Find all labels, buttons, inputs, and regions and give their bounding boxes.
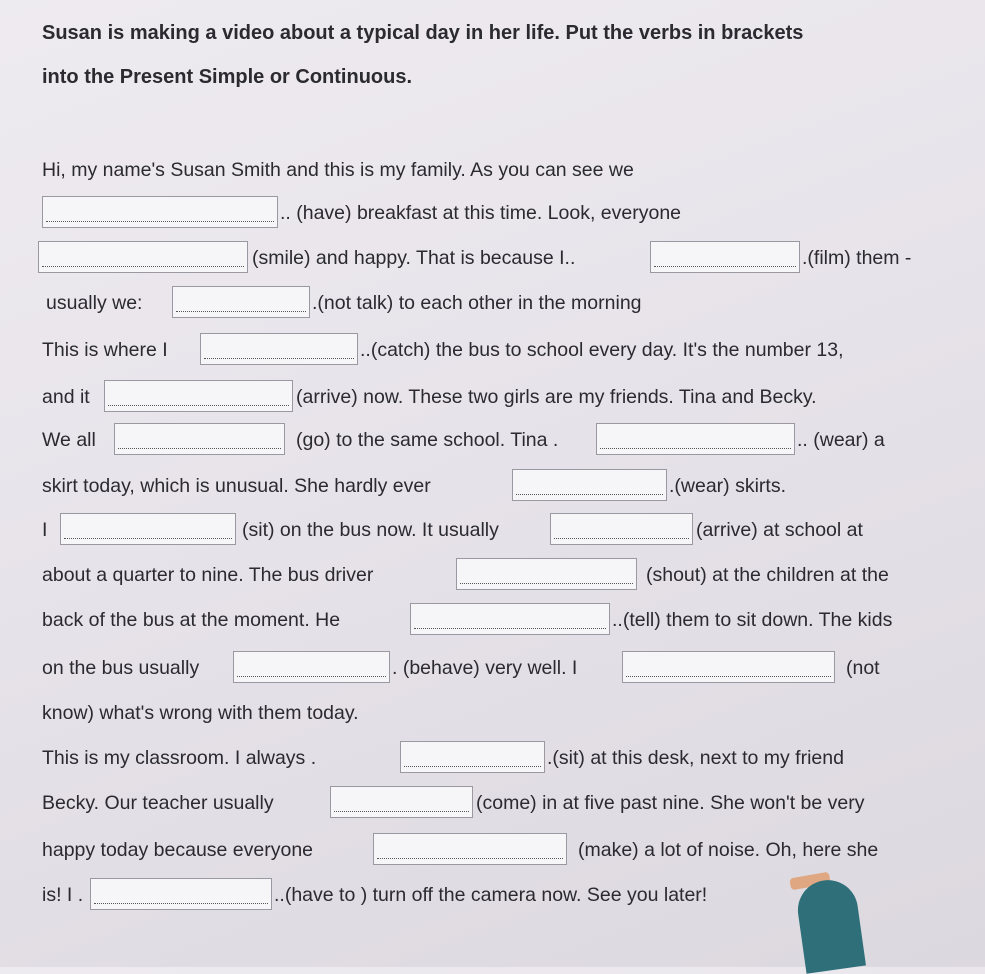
answer-blank-input[interactable] bbox=[200, 333, 358, 365]
answer-blank-input[interactable] bbox=[42, 196, 278, 228]
exercise-text-segment: ..(tell) them to sit down. The kids bbox=[612, 609, 893, 631]
exercise-text-segment: back of the bus at the moment. He bbox=[42, 609, 341, 631]
exercise-text-segment: happy today because everyone bbox=[42, 839, 314, 861]
exercise-text-segment: on the bus usually bbox=[42, 657, 200, 679]
answer-blank-input[interactable] bbox=[400, 741, 545, 773]
exercise-text-segment: is! I . bbox=[42, 884, 84, 906]
exercise-text-segment: ..(catch) the bus to school every day. It's the number 13, bbox=[360, 339, 844, 361]
exercise-text-segment: (sit) on the bus now. It usually bbox=[242, 519, 499, 541]
exercise-text-segment: .. (have) breakfast at this time. Look, everyone bbox=[280, 202, 682, 224]
answer-blank-input[interactable] bbox=[114, 423, 285, 455]
answer-blank-input[interactable] bbox=[330, 786, 473, 818]
answer-blank-input[interactable] bbox=[38, 241, 248, 273]
answer-blank-input[interactable] bbox=[233, 651, 390, 683]
exercise-instruction-line-2: into the Present Simple or Continuous. bbox=[42, 66, 413, 88]
exercise-text-segment: .(sit) at this desk, next to my friend bbox=[547, 747, 844, 769]
answer-blank-input[interactable] bbox=[104, 380, 293, 412]
answer-blank-input[interactable] bbox=[596, 423, 795, 455]
exercise-text-segment: skirt today, which is unusual. She hardly ever bbox=[42, 475, 431, 497]
exercise-text-segment: Hi, my name's Susan Smith and this is my family. As you can see we bbox=[42, 159, 634, 181]
exercise-text-segment: .(not talk) to each other in the morning bbox=[312, 292, 642, 314]
answer-blank-input[interactable] bbox=[622, 651, 835, 683]
answer-blank-input[interactable] bbox=[456, 558, 637, 590]
exercise-text-segment: (smile) and happy. That is because I.. bbox=[252, 247, 576, 269]
answer-blank-input[interactable] bbox=[512, 469, 667, 501]
exercise-text-segment: .. (wear) a bbox=[797, 429, 885, 451]
answer-blank-input[interactable] bbox=[650, 241, 800, 273]
answer-blank-input[interactable] bbox=[172, 286, 310, 318]
exercise-text-segment: (make) a lot of noise. Oh, here she bbox=[578, 839, 879, 861]
exercise-text-segment: (not bbox=[846, 657, 880, 679]
exercise-text-segment: (shout) at the children at the bbox=[646, 564, 889, 586]
exercise-text-segment: about a quarter to nine. The bus driver bbox=[42, 564, 374, 586]
decorative-object bbox=[794, 876, 866, 973]
exercise-text-segment: usually we: bbox=[46, 292, 143, 314]
exercise-text-segment: (arrive) now. These two girls are my friends. Tina and Becky. bbox=[296, 386, 817, 408]
exercise-text-segment: This is where I bbox=[42, 339, 168, 361]
exercise-text-segment: (go) to the same school. Tina . bbox=[296, 429, 559, 451]
answer-blank-input[interactable] bbox=[60, 513, 236, 545]
answer-blank-input[interactable] bbox=[410, 603, 610, 635]
exercise-instruction-line-1: Susan is making a video about a typical day in her life. Put the verbs in brackets bbox=[42, 22, 804, 44]
answer-blank-input[interactable] bbox=[90, 878, 272, 910]
exercise-text-segment: . (behave) very well. I bbox=[392, 657, 578, 679]
exercise-text-segment: ..(have to ) turn off the camera now. See you later! bbox=[274, 884, 708, 906]
answer-blank-input[interactable] bbox=[373, 833, 567, 865]
exercise-text-segment: This is my classroom. I always . bbox=[42, 747, 317, 769]
exercise-text-segment: know) what's wrong with them today. bbox=[42, 702, 359, 724]
exercise-text-segment: (arrive) at school at bbox=[696, 519, 863, 541]
exercise-text-segment: Becky. Our teacher usually bbox=[42, 792, 274, 814]
exercise-text-segment: We all bbox=[42, 429, 96, 451]
answer-blank-input[interactable] bbox=[550, 513, 693, 545]
exercise-text-segment: .(wear) skirts. bbox=[669, 475, 786, 497]
exercise-text-segment: (come) in at five past nine. She won't be very bbox=[476, 792, 865, 814]
exercise-text-segment: I bbox=[42, 519, 48, 541]
exercise-text-segment: .(film) them - bbox=[802, 247, 912, 269]
exercise-text-segment: and it bbox=[42, 386, 90, 408]
